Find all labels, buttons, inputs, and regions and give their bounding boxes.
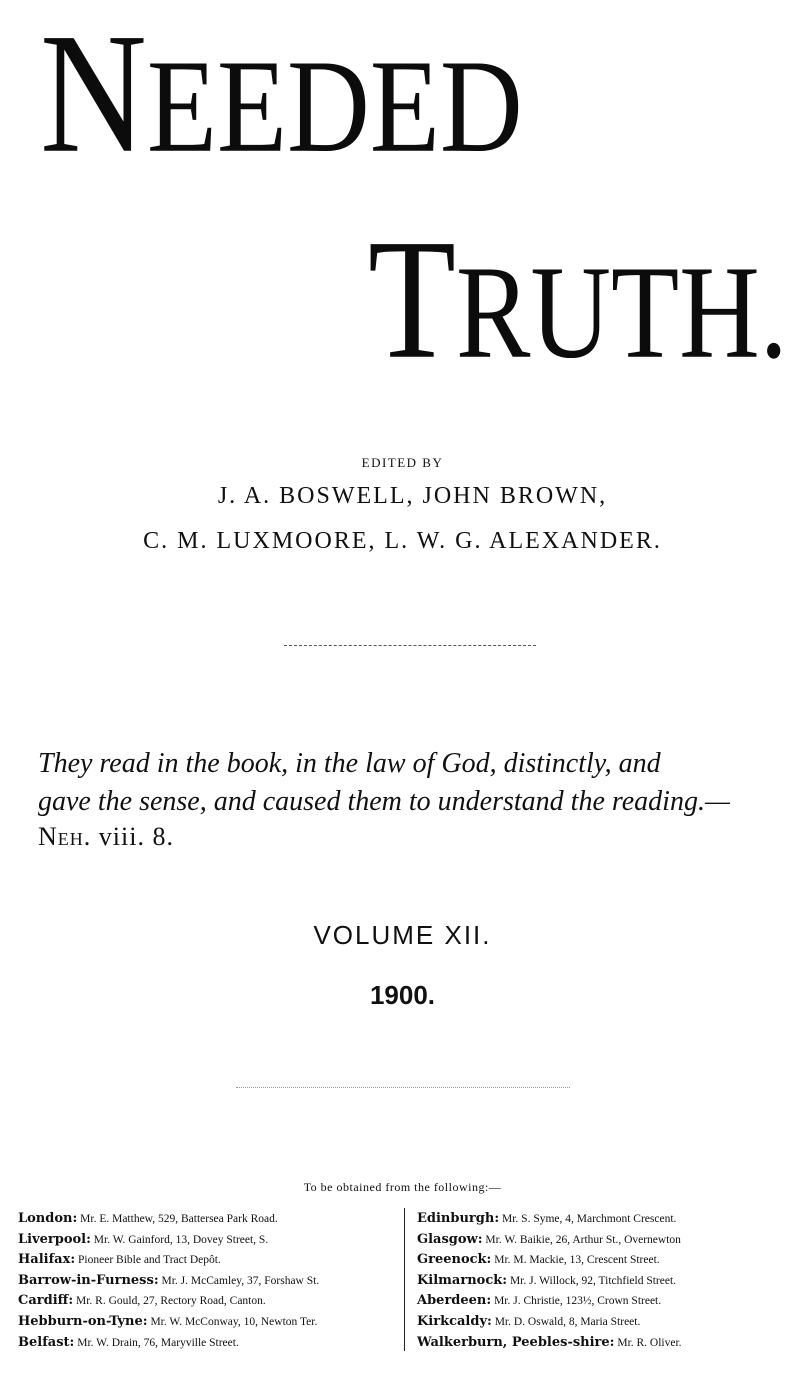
agent-place: Belfast:: [18, 1334, 75, 1350]
column-divider: [404, 1208, 405, 1351]
editors-line-1: J. A. BOSWELL, JOHN BROWN,: [217, 483, 608, 509]
agent-entry: [417, 1333, 802, 1354]
agent-detail: Mr. J. McCamley, 37, Forshaw St.: [161, 1274, 320, 1287]
agent-place: Kirkcaldy:: [417, 1313, 492, 1329]
title-needed: [40, 0, 523, 189]
agent-detail: Mr. W. Drain, 76, Maryville Street.: [77, 1336, 239, 1349]
agent-place: Glasgow:: [417, 1231, 483, 1247]
edited-by-label: EDITED BY: [361, 455, 444, 470]
agents-list-left: [18, 1209, 408, 1353]
agent-entry: [417, 1230, 802, 1251]
quote-ref-verse: viii. 8.: [98, 822, 174, 851]
agent-place: Walkerburn, Peebles-shire:: [417, 1334, 615, 1350]
agent-entry: [18, 1250, 408, 1271]
agent-detail: Mr. W. Gainford, 13, Dovey Street, S.: [93, 1233, 269, 1246]
quote-ref-book: Neh.: [38, 822, 92, 851]
agent-entry: [417, 1291, 802, 1312]
title-truth-rest: RUTH.: [455, 238, 788, 386]
agent-detail: Mr. W. Baikie, 26, Arthur St., Overnewton: [485, 1233, 681, 1246]
editors-line-2: C. M. LUXMOORE, L. W. G. ALEXANDER.: [143, 528, 662, 554]
title-needed-rest: EEDED: [146, 32, 523, 180]
dotted-rule: [236, 1087, 570, 1089]
agent-detail: Pioneer Bible and Tract Depôt.: [78, 1254, 221, 1267]
agent-entry: [18, 1291, 408, 1312]
quote-line-2: gave the sense, and caused them to understand the reading.—: [38, 786, 730, 817]
agent-place: Hebburn-on-Tyne:: [18, 1313, 148, 1329]
agent-place: Greenock:: [417, 1252, 492, 1268]
volume-number: VOLUME XII.: [313, 920, 492, 950]
agent-detail: Mr. R. Gould, 27, Rectory Road, Canton.: [76, 1295, 266, 1308]
quote-line-1: They read in the book, in the law of God, distinctly, and: [38, 748, 661, 779]
agent-detail: Mr. W. McConway, 10, Newton Ter.: [150, 1315, 318, 1328]
agent-place: Cardiff:: [18, 1293, 74, 1309]
agent-entry: [417, 1271, 802, 1292]
agent-detail: Mr. D. Oswald, 8, Maria Street.: [494, 1315, 641, 1328]
agent-detail: Mr. J. Willock, 92, Titchfield Street.: [509, 1274, 677, 1287]
agent-entry: [18, 1209, 408, 1230]
agent-place: Liverpool:: [18, 1231, 91, 1247]
title-truth: [368, 204, 788, 395]
scripture-quote: [38, 745, 783, 821]
quote-reference: [38, 822, 174, 852]
agent-place: Barrow-in-Furness:: [18, 1272, 159, 1288]
title-truth-initial: T: [368, 204, 456, 395]
volume-year: 1900.: [369, 980, 436, 1010]
agent-place: London:: [18, 1211, 78, 1226]
agent-detail: Mr. R. Oliver.: [617, 1336, 682, 1349]
agent-entry: [417, 1312, 802, 1333]
agent-place: Halifax:: [18, 1252, 76, 1268]
agent-entry: [417, 1250, 802, 1271]
title-needed-initial: N: [40, 0, 147, 189]
agent-entry: [18, 1333, 408, 1354]
agent-place: Edinburgh:: [417, 1211, 500, 1226]
agent-entry: [18, 1312, 408, 1333]
agent-detail: Mr. M. Mackie, 13, Crescent Street.: [494, 1254, 660, 1267]
agent-entry: [18, 1230, 408, 1251]
agent-place: Aberdeen:: [417, 1293, 492, 1309]
agents-list-right: [417, 1209, 802, 1353]
agent-detail: Mr. J. Christie, 123½, Crown Street.: [494, 1295, 662, 1308]
agent-entry: [417, 1209, 802, 1230]
agent-detail: Mr. S. Syme, 4, Marchmont Crescent.: [502, 1213, 677, 1225]
agent-detail: Mr. E. Matthew, 529, Battersea Park Road.: [80, 1213, 278, 1225]
agent-place: Kilmarnock:: [417, 1272, 508, 1288]
agent-entry: [18, 1271, 408, 1292]
obtain-note: To be obtained from the following:—: [303, 1180, 502, 1194]
divider-rule: [284, 645, 536, 647]
